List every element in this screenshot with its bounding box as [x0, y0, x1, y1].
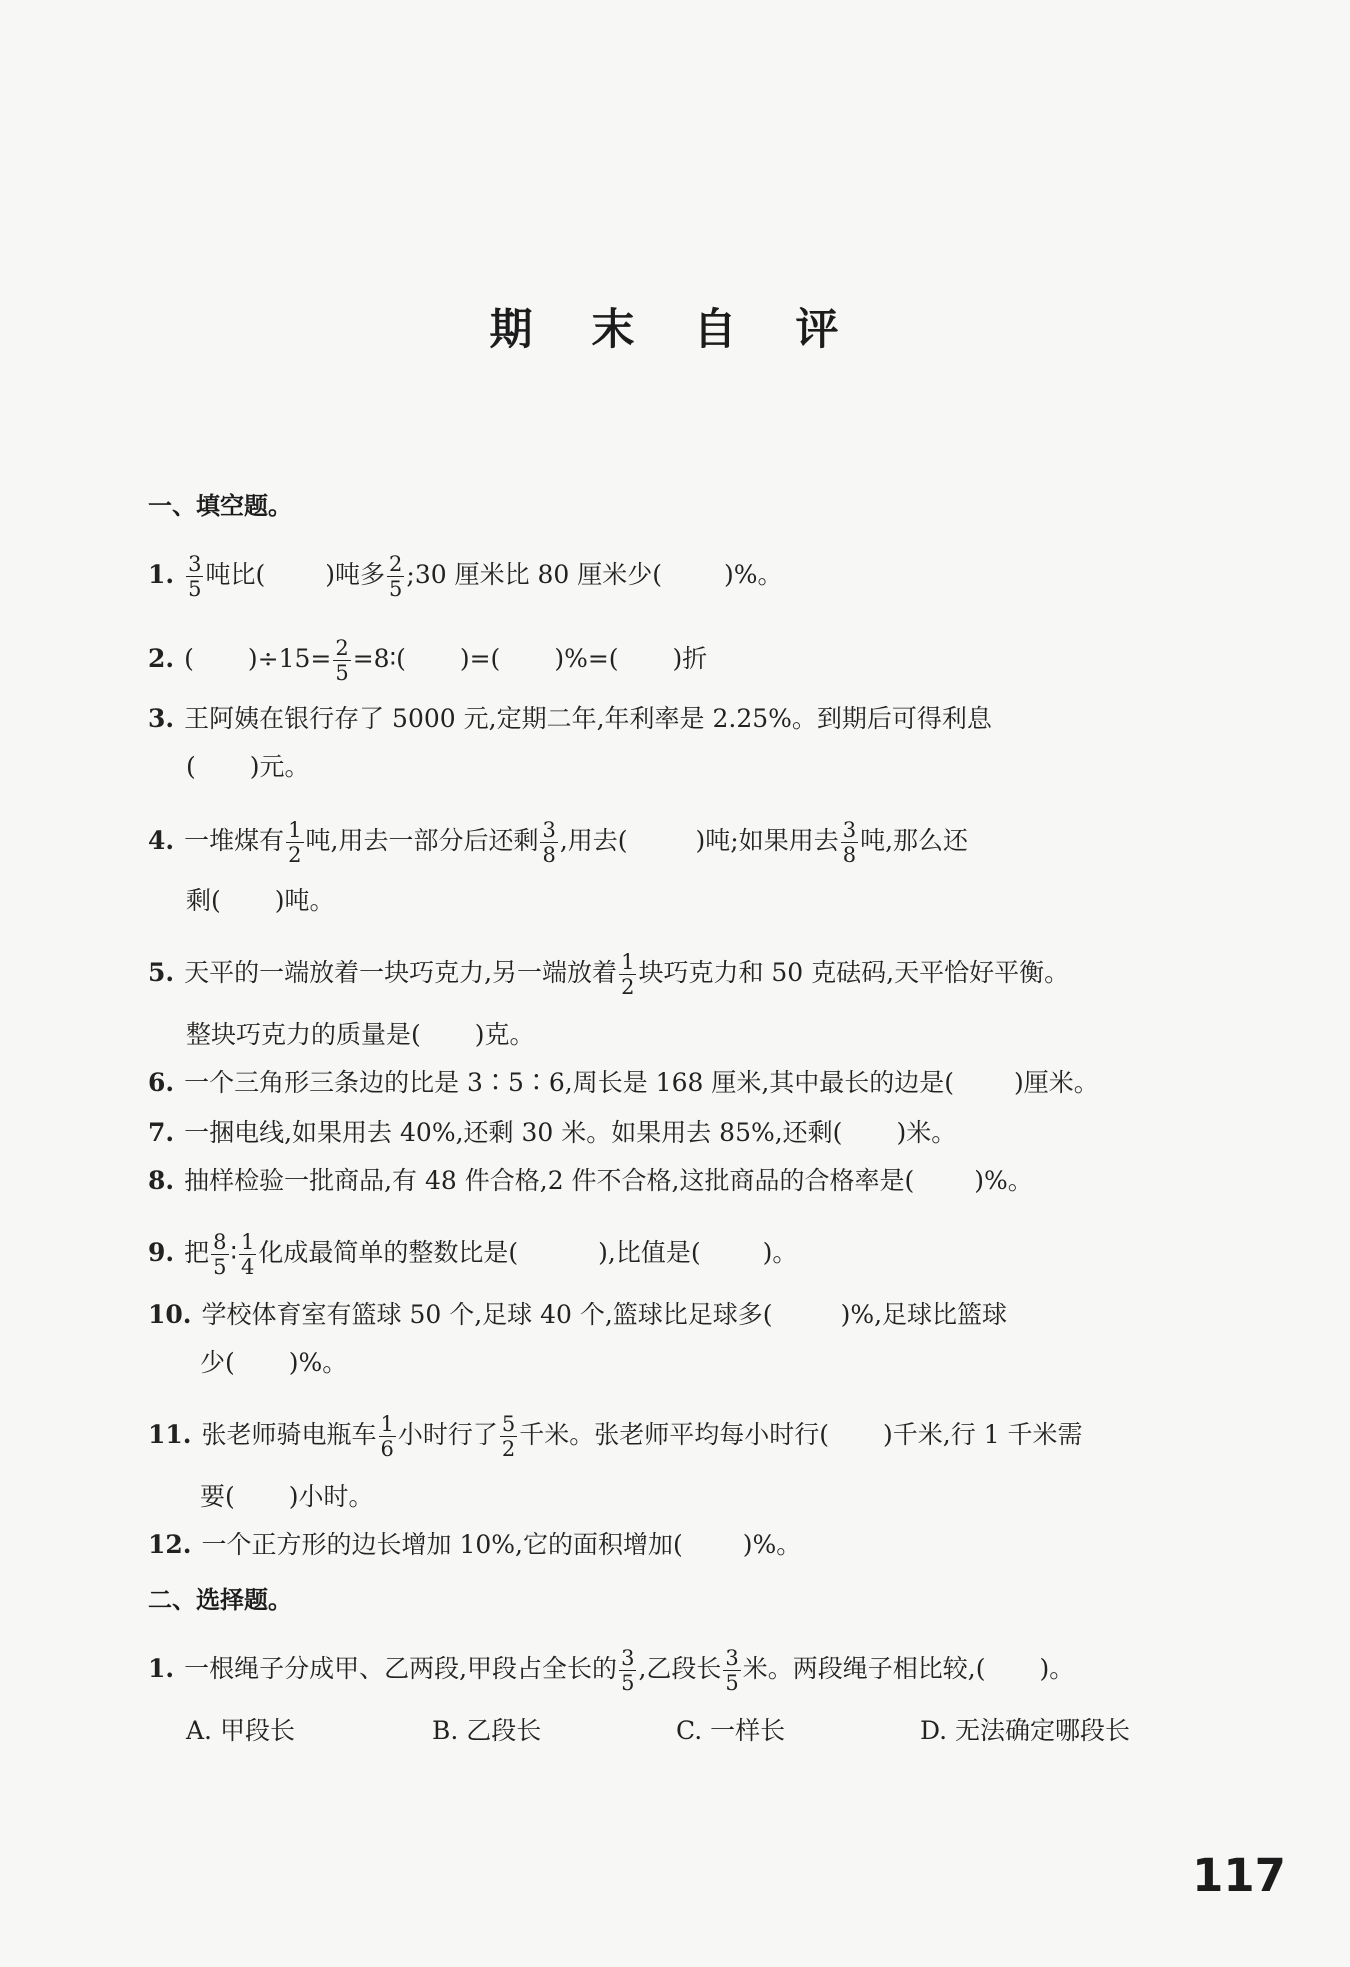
question-11: 11. 张老师骑电瓶车 $\frac{1}{6}$ 小时行了 $\frac{5}{2}$ 千米。张老师平均每小时行( )千米,行 1 千米需 [148, 1412, 1083, 1461]
page-number: 117 [1192, 1849, 1286, 1902]
fraction: $\frac{1}{4}$ [241, 1230, 255, 1279]
question-number: 12. [148, 1530, 192, 1559]
question-number: 9. [148, 1238, 175, 1267]
fraction: $\frac{3}{8}$ [842, 818, 857, 867]
question-7: 7. 一捆电线,如果用去 40%,还剩 30 米。如果用去 85%,还剩( )米。 [148, 1116, 956, 1150]
question-5-continued: 整块巧克力的质量是( )克。 [186, 1020, 535, 1049]
question-10: 10. 学校体育室有篮球 50 个,足球 40 个,篮球比足球多( )%,足球比篮球 [148, 1298, 1007, 1332]
fraction: $\frac{8}{5}$ [213, 1230, 227, 1279]
fraction: $\frac{2}{5}$ [335, 636, 349, 685]
question-number: 5. [148, 958, 175, 987]
section-heading-multiple-choice: 二、选择题。 [148, 1586, 292, 1614]
question-number: 3. [148, 704, 175, 733]
fraction: $\frac{3}{5}$ [621, 1646, 635, 1695]
fraction: $\frac{1}{2}$ [621, 950, 635, 999]
question-3: 3. 王阿姨在银行存了 5000 元,定期二年,年利率是 2.25%。到期后可得利息 [148, 702, 992, 736]
question-9: 9. 把 $\frac{8}{5}$ ∶ $\frac{1}{4}$ 化成最简单的整数比是( ),比值是( )。 [148, 1230, 798, 1279]
fraction: $\frac{1}{2}$ [288, 818, 302, 867]
question-number: 2. [148, 644, 175, 673]
question-number: 1. [148, 1654, 175, 1683]
question-6: 6. 一个三角形三条边的比是 3∶5∶6,周长是 168 厘米,其中最长的边是( )厘米。 [148, 1066, 1099, 1100]
question-4: 4. 一堆煤有 $\frac{1}{2}$ 吨,用去一部分后还剩 $\frac{3}{8}$ ,用去( )吨;如果用去 $\frac{3}{8}$ 吨,那么还 [148, 818, 969, 867]
option-d[interactable]: D. 无法确定哪段长 [920, 1716, 1131, 1745]
fraction: $\frac{3}{5}$ [188, 552, 202, 601]
question-10-continued: 少( )%。 [200, 1348, 348, 1377]
question-number: 4. [148, 826, 175, 855]
question-number: 10. [148, 1300, 192, 1329]
choice-question-1: 1. 一根绳子分成甲、乙两段,甲段占全长的 $\frac{3}{5}$ ,乙段长 $\frac{3}{5}$ 米。两段绳子相比较,( )。 [148, 1646, 1075, 1695]
question-8: 8. 抽样检验一批商品,有 48 件合格,2 件不合格,这批商品的合格率是( )%。 [148, 1164, 1033, 1198]
fraction: $\frac{3}{8}$ [542, 818, 556, 867]
section-heading-fill-blank: 一、填空题。 [148, 492, 292, 520]
option-c[interactable]: C. 一样长 [676, 1716, 786, 1745]
option-a[interactable]: A. 甲段长 [186, 1716, 295, 1745]
question-number: 8. [148, 1166, 175, 1195]
fraction: $\frac{3}{5}$ [725, 1646, 739, 1695]
question-number: 7. [148, 1118, 175, 1147]
page-title: 期 末 自 评 [489, 305, 861, 355]
question-number: 11. [148, 1420, 192, 1449]
option-b[interactable]: B. 乙段长 [432, 1716, 542, 1745]
question-number: 6. [148, 1068, 175, 1097]
question-5: 5. 天平的一端放着一块巧克力,另一端放着 $\frac{1}{2}$ 块巧克力和 50 克砝码,天平恰好平衡。 [148, 950, 1070, 999]
question-4-continued: 剩( )吨。 [186, 886, 335, 915]
fraction: $\frac{1}{6}$ [380, 1412, 394, 1461]
fraction: $\frac{5}{2}$ [501, 1412, 516, 1461]
question-1: 1. $\frac{3}{5}$ 吨比( )吨多 $\frac{2}{5}$ ;30 厘米比 80 厘米少( )%。 [148, 552, 783, 601]
question-3-continued: ( )元。 [186, 752, 310, 781]
fraction: $\frac{2}{5}$ [389, 552, 403, 601]
question-11-continued: 要( )小时。 [200, 1482, 374, 1511]
question-12: 12. 一个正方形的边长增加 10%,它的面积增加( )%。 [148, 1528, 801, 1562]
question-number: 1. [148, 560, 175, 589]
question-2: 2. ( )÷15= $\frac{2}{5}$ =8∶( )=( )%=( )折 [148, 636, 708, 685]
